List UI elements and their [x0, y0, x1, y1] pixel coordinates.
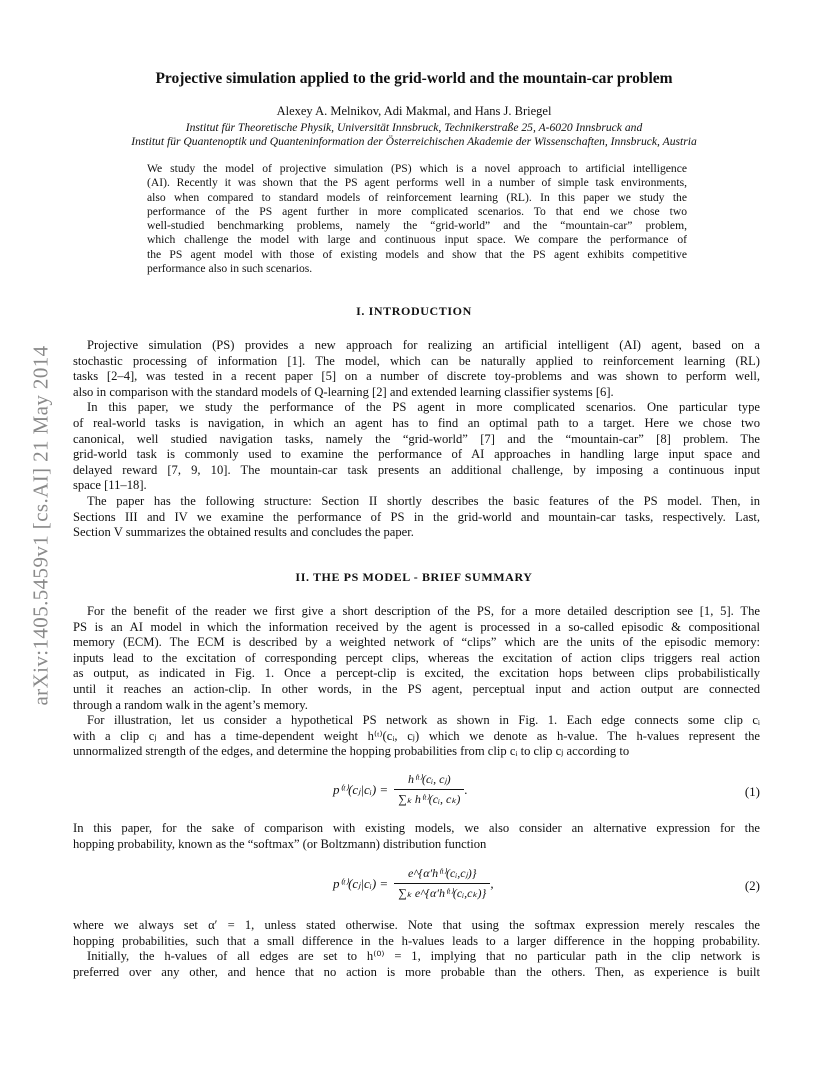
arxiv-identifier: arXiv:1405.5459v1 [cs.AI] 21 May 2014	[28, 344, 53, 706]
ps-model-text-c	[73, 918, 760, 980]
body-line: of real-world tasks is navigation, in which an agent has to find an optimal path to a target. Here we chose two	[73, 415, 760, 430]
ps-model-text-b	[73, 821, 760, 852]
body-line: hopping probability, known as the “softmax” (or Boltzmann) distribution function	[73, 836, 487, 851]
abstract-line: the PS agent model with those of existing models and show that the PS agent exhibits competitive	[147, 247, 687, 261]
body-line: Projective simulation (PS) provides a new approach for realizing an artificial intelligent (AI) agent, based on a	[87, 338, 760, 352]
eq2-tail: ,	[490, 875, 494, 891]
eq2-denominator: ∑ₖ e^{α′h⁽ᵗ⁾(cᵢ,cₖ)}	[394, 883, 490, 901]
equation-number: (2)	[744, 878, 760, 893]
body-line: through a random walk in the agent’s memory.	[73, 697, 308, 712]
eq1-lhs: p⁽ᵗ⁾(cⱼ|cᵢ) =	[333, 781, 389, 797]
body-line: unnormalized strength of the edges, and determine the hopping probabilities from clip cᵢ to clip cⱼ according to	[73, 744, 630, 759]
body-line: delayed reward [7, 9, 10]. The mountain-car task presents an additional challenge, by imposing a continuous input	[73, 462, 760, 477]
body-line: hopping probabilities, such that a small difference in the h-values leads to a larger difference in the hopping probability.	[73, 933, 760, 948]
affiliation-2: Institut für Quantenoptik und Quanteninformation der Österreichischen Akademie der Wissenschaften, Innsbruck, Austria	[131, 135, 697, 148]
abstract-line: well-studied benchmarking problems, namely the “grid-world” and the “mountain-car” problem,	[147, 219, 687, 233]
body-line: The paper has the following structure: Section II shortly describes the basic features of the PS model. Then, in	[87, 493, 760, 508]
section-heading-ps-model: II. THE PS MODEL - BRIEF SUMMARY	[295, 570, 533, 584]
abstract-line: which challenge the model with large and continuous input space. We compare the performance of	[147, 233, 687, 247]
paper-title: Projective simulation applied to the grid-world and the mountain-car problem	[155, 70, 673, 87]
eq2-fraction	[394, 866, 490, 901]
abstract-line: (AI). Recently it was shown that the PS agent performs well in a number of simple task environments,	[147, 176, 687, 190]
body-line: as output, as indicated in Fig. 1. Once a percept-clip is excited, the excitation hops between clips probabilistically	[73, 666, 760, 681]
eq1-tail: .	[464, 781, 468, 797]
body-line: also in comparison with the standard models of Q-learning [2] and extended learning classifier systems [6].	[73, 384, 614, 399]
eq1-denominator: ∑ₖ h⁽ᵗ⁾(cᵢ, cₖ)	[394, 789, 464, 807]
equation-2-body	[333, 866, 494, 901]
abstract-line: performance also in such scenarios.	[147, 262, 313, 276]
section-heading-introduction: I. INTRODUCTION	[356, 304, 472, 318]
abstract-line: performance of the PS agent further in more complicated scenarios. To that end we chose two	[147, 204, 687, 218]
body-line: Initially, the h-values of all edges are set to h⁽⁰⁾ = 1, implying that no particular path in the clip network is	[87, 949, 760, 964]
body-line: In this paper, we study the performance of the PS agent in more complicated scenarios. One particular type	[87, 400, 760, 415]
body-line: Section V summarizes the obtained results and concludes the paper.	[73, 525, 414, 540]
abstract-line: We study the model of projective simulation (PS) which is a novel approach to artificial intelligence	[147, 162, 687, 175]
eq2-numerator: e^{α′h⁽ᵗ⁾(cᵢ,cⱼ)}	[408, 866, 477, 880]
equation-1-body	[333, 772, 468, 807]
body-line: PS is an AI model in which the information received by the agent is processed in a so-called episodic & compositional	[73, 619, 760, 634]
author-list: Alexey A. Melnikov, Adi Makmal, and Hans J. Briegel	[276, 104, 552, 118]
body-line: In this paper, for the sake of comparison with existing models, we also consider an alternative expression for the	[73, 821, 760, 835]
body-line: Sections III and IV we examine the performance of PS in the grid-world and mountain-car tasks, respectively. Last,	[73, 509, 760, 524]
eq1-fraction	[394, 772, 464, 807]
body-line: canonical, well studied navigation tasks, namely the “grid-world” [7] and the “mountain-car” [8] problem. The	[73, 431, 760, 446]
ps-model-text-a	[73, 604, 760, 760]
body-line: inputs lead to the excitation of corresponding percept clips, whereas the excitation of action clips triggers real action	[73, 650, 760, 665]
body-line: For the benefit of the reader we first give a short description of the PS, for a more detailed description see [1, 5]. The	[87, 604, 760, 618]
equation-2	[73, 866, 760, 910]
introduction-text	[73, 338, 760, 541]
abstract	[147, 162, 687, 276]
body-line: where we always set α′ = 1, unless stated otherwise. Note that using the softmax expression merely rescales the	[73, 918, 760, 932]
eq2-lhs: p⁽ᵗ⁾(cⱼ|cᵢ) =	[333, 875, 389, 891]
equation-1	[73, 772, 760, 812]
body-line: grid-world task is commonly used to examine the performance of AI approaches in handling large input space and	[73, 447, 760, 462]
body-line: For illustration, let us consider a hypothetical PS network as shown in Fig. 1. Each edge connects some clip cᵢ	[87, 713, 760, 728]
body-line: until it reaches an action-clip. In other words, in the PS agent, perceptual input and action output are connected	[73, 681, 760, 696]
body-line: memory (ECM). The ECM is described by a weighted network of “clips” which are the units of the episodic memory:	[73, 635, 760, 650]
equation-number: (1)	[744, 784, 760, 799]
body-line: tasks [2–4], was tested in a recent paper [5] on a number of discrete toy-problems and was shown to perform well,	[73, 369, 760, 384]
abstract-line: also when compared to standard models of reinforcement learning (RL). In this paper we study the	[147, 190, 687, 204]
affiliation-1: Institut für Theoretische Physik, Universität Innsbruck, Technikerstraße 25, A-6020 Innsbruck and	[185, 121, 643, 134]
body-line: preferred over any other, and hence that no action is more probable than the others. Then, as experience is built	[73, 964, 760, 979]
body-line: space [11–18].	[73, 478, 147, 493]
body-line: stochastic processing of information [1]. The model, which can be naturally applied to reinforcement learning (RL)	[73, 353, 760, 368]
eq1-numerator: h⁽ᵗ⁾(cᵢ, cⱼ)	[408, 772, 451, 786]
arxiv-sidebar-stamp	[22, 290, 60, 760]
body-line: with a clip cⱼ and has a time-dependent weight h⁽ᵗ⁾(cᵢ, cⱼ) which we denote as h-value. The h-values represent the	[73, 728, 760, 743]
